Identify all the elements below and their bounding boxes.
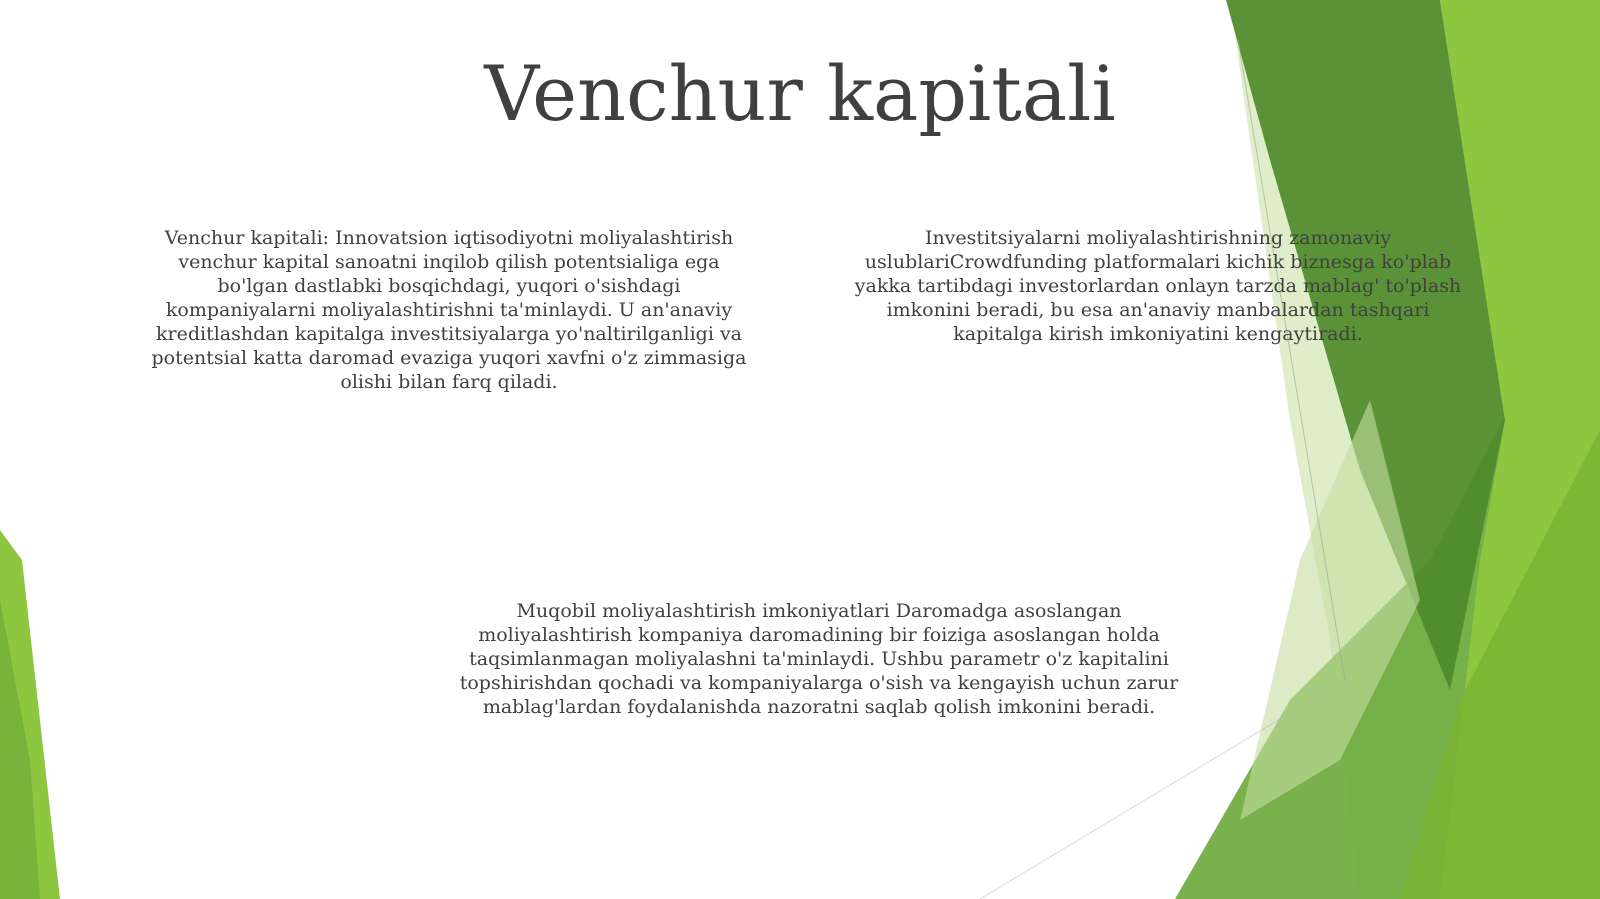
- text-block-crowdfunding: Investitsiyalarni moliyalashtirishning zamonaviy uslublariCrowdfunding platformalari kichik biznesga ko'plab yakka tartibdagi investorlardan onlayn tarzda mablag' to'plash imkonini beradi, bu esa an'anaviy manbalardan tashqari kapitalga kirish imkoniyatini kengaytiradi.: [854, 227, 1462, 345]
- slide-title: Venchur kapitali: [484, 49, 1116, 138]
- text-block-venture-capital: Venchur kapitali: Innovatsion iqtisodiyotni moliyalashtirish venchur kapital sanoatni inqilob qilish potentsialiga ega bo'lgan dastlabki bosqichdagi, yuqori o'sishdagi kompaniyalarni moliyalashtirishni ta'minlaydi. U an'anaviy kreditlashdan kapitalga investitsiyalarga yo'naltirilganligi va potentsial katta daromad evaziga yuqori xavfni o'z zimmasiga olishi bilan farq qiladi.: [151, 227, 747, 393]
- text-block-alternative-financing: Muqobil moliyalashtirish imkoniyatlari Daromadga asoslangan moliyalashtirish kompaniya daromadining bir foiziga asoslangan holda taqsimlanmagan moliyalashni ta'minlaydi. Ushbu parametr o'z kapitalini topshirishdan qochadi va kompaniyalarga o'sish va kengayish uchun zarur mablag'lardan foydalanishda nazoratni saqlab qolish imkonini beradi.: [459, 600, 1179, 718]
